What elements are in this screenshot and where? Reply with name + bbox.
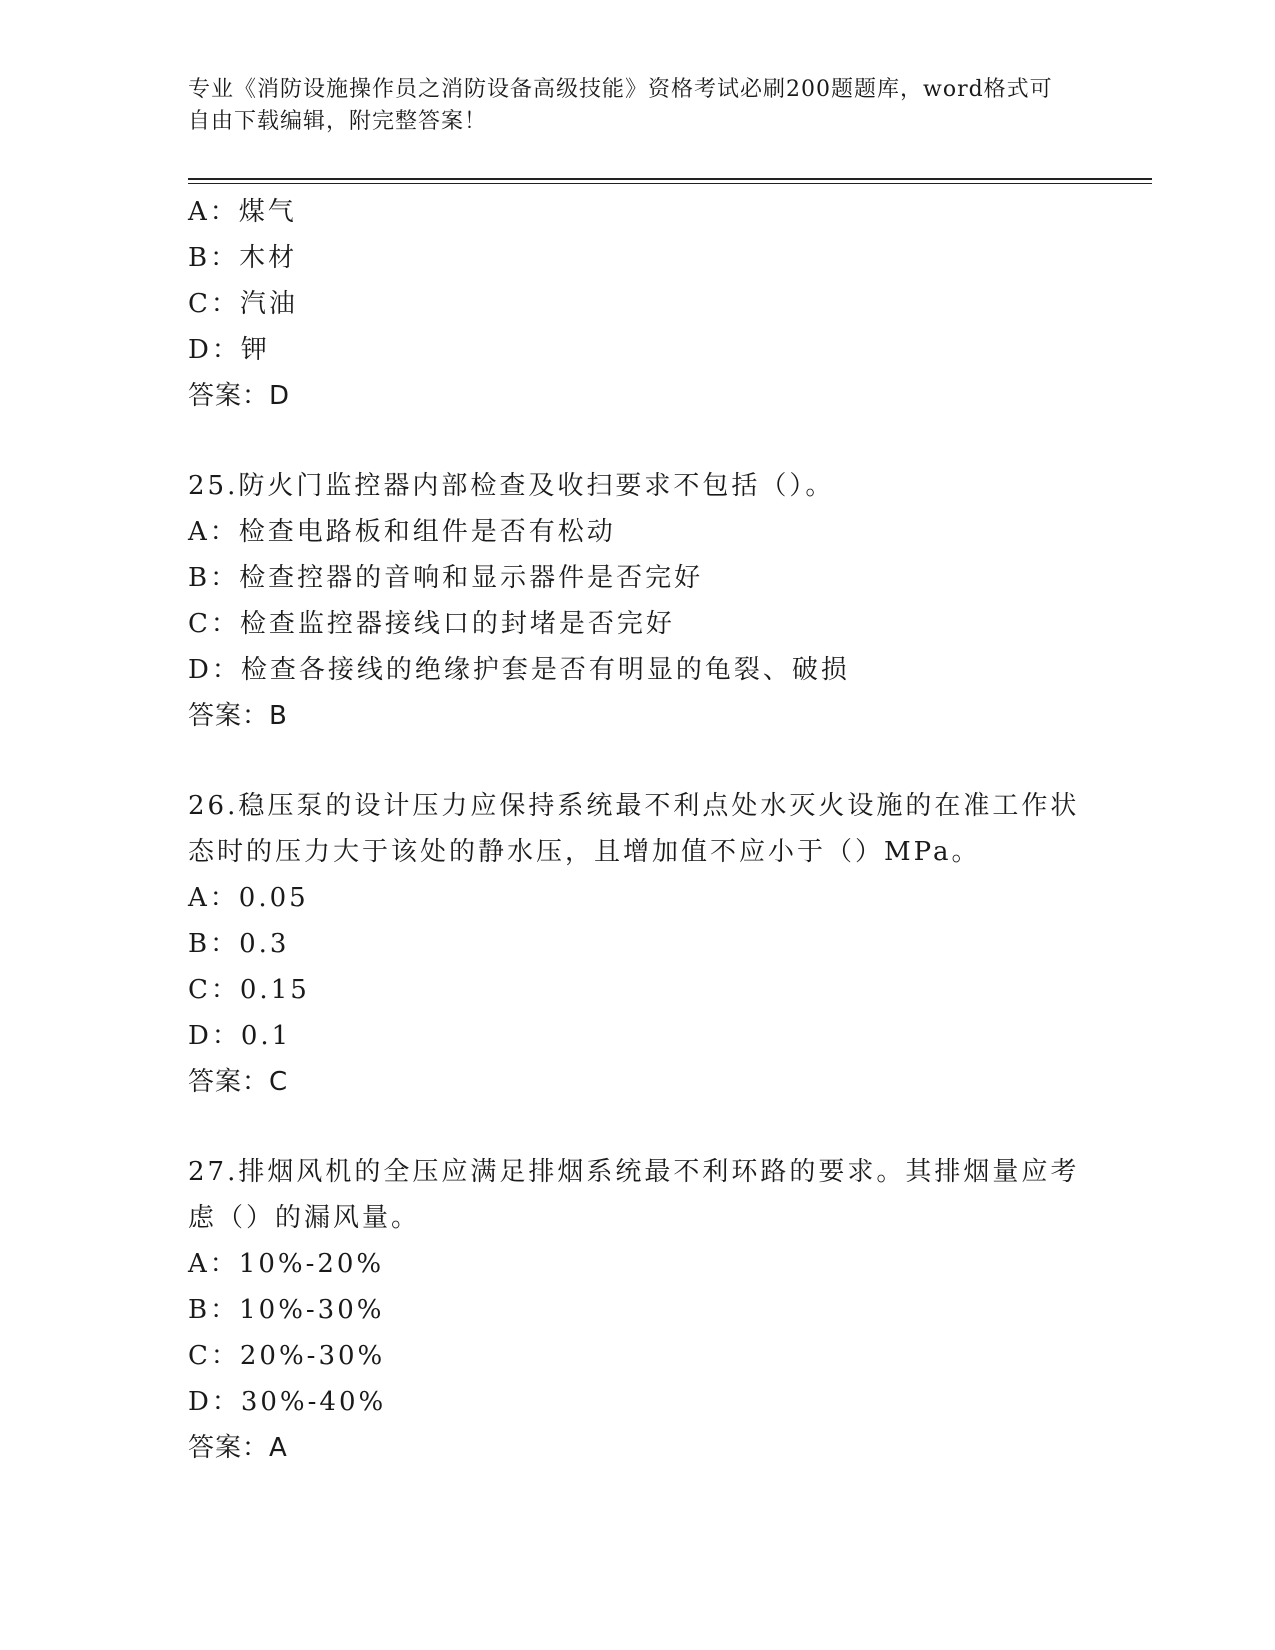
option-a: A：检查电路板和组件是否有松动 bbox=[188, 517, 616, 547]
option-a: A：0.05 bbox=[188, 883, 309, 913]
question-24-partial bbox=[188, 189, 1108, 419]
answer-line: 答案：A bbox=[188, 1433, 288, 1463]
option-b: B：木材 bbox=[188, 243, 298, 273]
option-d: D：钾 bbox=[188, 335, 270, 365]
document-header: 专业《消防设施操作员之消防设备高级技能》资格考试必刷200题题库，word格式可自由下载编辑，附完整答案！ bbox=[188, 77, 1053, 134]
question-25 bbox=[188, 463, 1108, 739]
question-stem: 26.稳压泵的设计压力应保持系统最不利点处水灭火设施的在准工作状态时的压力大于该处的静水压，且增加值不应小于（）MPa。 bbox=[188, 791, 1080, 867]
spacer bbox=[188, 739, 1108, 783]
question-26 bbox=[188, 783, 1108, 1105]
question-stem: 25.防火门监控器内部检查及收扫要求不包括（）。 bbox=[188, 471, 835, 501]
option-a: A：煤气 bbox=[188, 197, 297, 227]
option-d: D：0.1 bbox=[188, 1021, 292, 1051]
question-list bbox=[188, 189, 1108, 1471]
option-c: C：20%-30% bbox=[188, 1341, 386, 1371]
option-b: B：10%-30% bbox=[188, 1295, 385, 1325]
question-stem: 27.排烟风机的全压应满足排烟系统最不利环路的要求。其排烟量应考虑（）的漏风量。 bbox=[188, 1157, 1080, 1233]
answer-line: 答案：C bbox=[188, 1067, 289, 1097]
answer-line: 答案：D bbox=[188, 381, 291, 411]
option-b: B：0.3 bbox=[188, 929, 290, 959]
question-27 bbox=[188, 1149, 1108, 1471]
option-d: D：30%-40% bbox=[188, 1387, 387, 1417]
option-c: C：汽油 bbox=[188, 289, 298, 319]
option-c: C：0.15 bbox=[188, 975, 310, 1005]
spacer bbox=[188, 1105, 1108, 1149]
header-divider-thick bbox=[188, 178, 1152, 180]
option-d: D：检查各接线的绝缘护套是否有明显的龟裂、破损 bbox=[188, 655, 850, 685]
option-c: C：检查监控器接线口的封堵是否完好 bbox=[188, 609, 675, 639]
option-b: B：检查控器的音响和显示器件是否完好 bbox=[188, 563, 704, 593]
option-a: A：10%-20% bbox=[188, 1249, 385, 1279]
spacer bbox=[188, 419, 1108, 463]
answer-line: 答案：B bbox=[188, 701, 288, 731]
header-divider-thin bbox=[188, 183, 1152, 184]
